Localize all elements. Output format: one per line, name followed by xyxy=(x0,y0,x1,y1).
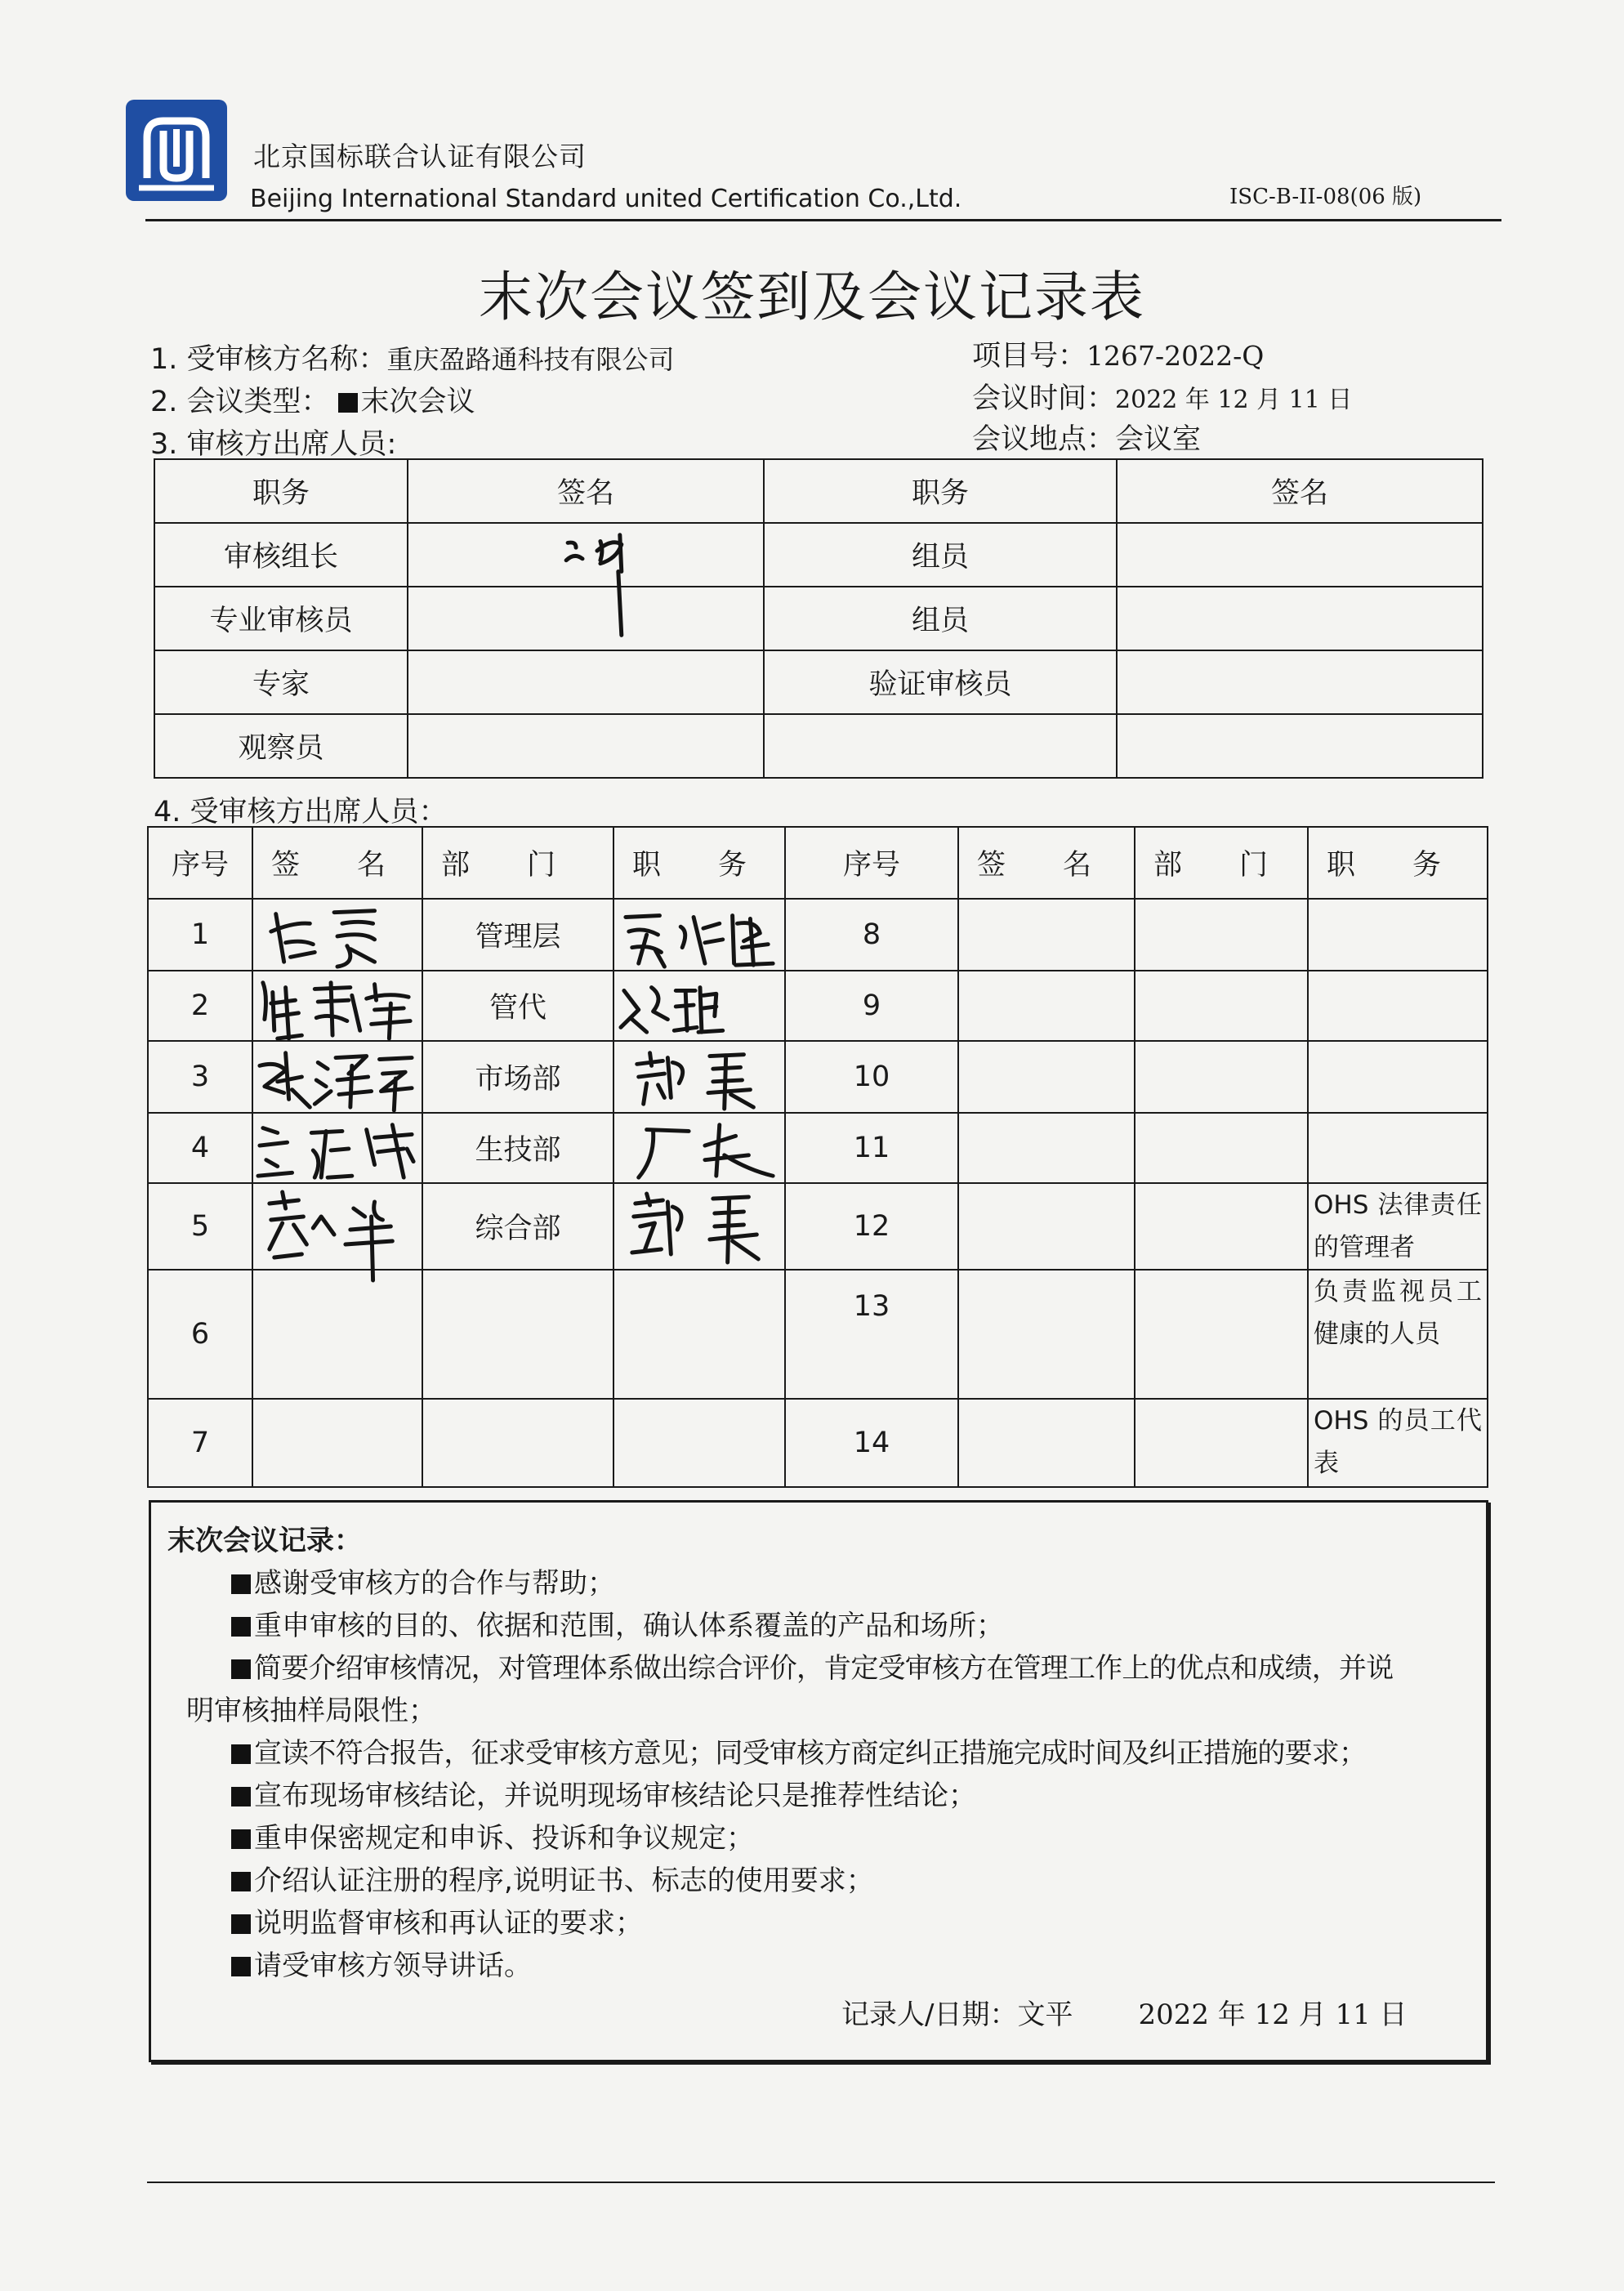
meeting-place: 会议室 xyxy=(1115,423,1202,456)
bullet-square-icon xyxy=(231,1872,251,1891)
role-cell: 组员 xyxy=(764,587,1117,650)
row-number: 5 xyxy=(148,1183,252,1270)
handwritten-duty xyxy=(614,1042,784,1112)
handwritten-signature xyxy=(408,524,763,586)
signature-cell xyxy=(1117,523,1483,587)
duty-cell: 负责监视员工健康的人员 xyxy=(1308,1270,1488,1399)
row-number: 1 xyxy=(148,899,252,971)
signature-cell xyxy=(252,1041,422,1113)
table-row xyxy=(154,714,1483,778)
signature-cell xyxy=(252,1113,422,1183)
bullet-square-icon xyxy=(231,1957,251,1976)
bullet-square-icon xyxy=(231,1659,251,1679)
bullet-square-icon xyxy=(231,1914,251,1934)
signature-cell xyxy=(958,1183,1135,1270)
signature-cell xyxy=(1117,650,1483,714)
signature-cell xyxy=(958,1041,1135,1113)
duty-cell: OHS 的员工代表 xyxy=(1308,1399,1488,1487)
auditee-attendance-table xyxy=(147,826,1488,1488)
role-cell xyxy=(764,714,1117,778)
duty-cell xyxy=(1308,899,1488,971)
meeting-time: 2022 年 12 月 11 日 xyxy=(1115,386,1353,414)
table-row xyxy=(148,899,1488,971)
row-number: 11 xyxy=(785,1113,958,1183)
auditee-name: 重庆盈路通科技有限公司 xyxy=(386,344,675,375)
record-item-text: 宣读不符合报告，征求受审核方意见；同受审核方商定纠正措施完成时间及纠正措施的要求； xyxy=(254,1737,1367,1770)
header-role: 职务 xyxy=(154,459,408,523)
header-no: 序号 xyxy=(148,827,252,899)
record-item-text: 重申审核的目的、依据和范围，确认体系覆盖的产品和场所； xyxy=(254,1610,1004,1642)
department-cell xyxy=(1135,899,1308,971)
checked-box-icon xyxy=(338,393,358,413)
header-no: 序号 xyxy=(785,827,958,899)
row-number: 9 xyxy=(785,971,958,1041)
duty-cell xyxy=(613,1270,785,1399)
signature-cell xyxy=(958,1270,1135,1399)
signature-cell xyxy=(408,714,764,778)
company-name-cn: 北京国标联合认证有限公司 xyxy=(253,141,587,172)
duty-cell xyxy=(613,971,785,1041)
record-item xyxy=(231,1561,615,1601)
handwritten-signature xyxy=(253,971,422,1040)
department-cell: 综合部 xyxy=(422,1183,613,1270)
table-row xyxy=(148,1399,1488,1487)
recorder-label: 记录人/日期： xyxy=(841,1998,1018,2031)
table-row xyxy=(148,1270,1488,1399)
signature-cell xyxy=(252,899,422,971)
table-row xyxy=(148,1041,1488,1113)
department-cell: 市场部 xyxy=(422,1041,613,1113)
department-cell: 生技部 xyxy=(422,1113,613,1183)
role-cell: 专家 xyxy=(154,650,408,714)
recorder-name: 文平 xyxy=(1017,1998,1073,2031)
signature-cell xyxy=(408,523,764,587)
project-line xyxy=(972,333,1264,374)
role-cell: 验证审核员 xyxy=(764,650,1117,714)
auditee-name-line xyxy=(150,337,675,377)
row-number: 6 xyxy=(148,1270,252,1399)
meeting-place-label: 会议地点： xyxy=(972,423,1116,456)
record-item xyxy=(231,1646,1393,1686)
record-item-text: 说明监督审核和再认证的要求； xyxy=(254,1907,643,1940)
signature-cell xyxy=(1117,714,1483,778)
recorder-date: 2022 年 12 月 11 日 xyxy=(1138,1998,1408,2031)
role-cell: 审核组长 xyxy=(154,523,408,587)
record-item xyxy=(231,1943,532,1983)
meeting-type-label: 2. 会议类型： xyxy=(150,386,330,418)
handwritten-duty xyxy=(614,1114,784,1182)
handwritten-signature xyxy=(253,1184,422,1269)
duty-cell xyxy=(613,1399,785,1487)
record-item-text: 请受审核方领导讲话。 xyxy=(254,1949,532,1982)
duty-cell xyxy=(613,1041,785,1113)
table-row xyxy=(154,650,1483,714)
signature-cell xyxy=(408,650,764,714)
meeting-time-label: 会议时间： xyxy=(972,382,1116,415)
role-cell: 专业审核员 xyxy=(154,587,408,650)
company-name-en: Beijing International Standard united Certification Co.,Ltd. xyxy=(250,185,962,213)
meeting-place-line xyxy=(972,417,1201,458)
record-item-text: 重申保密规定和申诉、投诉和争议规定； xyxy=(254,1822,754,1855)
header-signature: 签 名 xyxy=(252,827,422,899)
record-item-text: 感谢受审核方的合作与帮助； xyxy=(254,1567,615,1600)
header-department: 部 门 xyxy=(1135,827,1308,899)
signature-cell xyxy=(252,1270,422,1399)
duty-cell xyxy=(1308,971,1488,1041)
meeting-type: 末次会议 xyxy=(360,386,475,418)
duty-cell: OHS 法律责任的管理者 xyxy=(1308,1183,1488,1270)
handwritten-duty xyxy=(614,900,784,970)
duty-cell xyxy=(613,899,785,971)
handwritten-signature xyxy=(253,900,422,970)
role-cell: 观察员 xyxy=(154,714,408,778)
bullet-square-icon xyxy=(231,1829,251,1849)
row-number: 14 xyxy=(785,1399,958,1487)
department-cell xyxy=(422,1399,613,1487)
table-row xyxy=(148,1113,1488,1183)
row-number: 3 xyxy=(148,1041,252,1113)
department-cell xyxy=(1135,1041,1308,1113)
record-item-text: 宣布现场审核结论，并说明现场审核结论只是推荐性结论； xyxy=(254,1780,976,1812)
footer-rule xyxy=(147,2182,1495,2183)
bullet-square-icon xyxy=(231,1574,251,1594)
project-number: 1267-2022-Q xyxy=(1086,340,1265,372)
audit-team-label: 3. 审核方出席人员: xyxy=(150,428,397,461)
signature-cell xyxy=(958,1113,1135,1183)
record-item-continuation: 明审核抽样局限性； xyxy=(186,1695,436,1727)
signature-cell xyxy=(408,587,764,650)
record-item xyxy=(231,1815,754,1856)
row-number: 2 xyxy=(148,971,252,1041)
department-cell xyxy=(1135,971,1308,1041)
meeting-time-line xyxy=(972,376,1352,417)
department-cell xyxy=(1135,1399,1308,1487)
signature-cell xyxy=(958,1399,1135,1487)
department-cell xyxy=(1135,1113,1308,1183)
row-number: 12 xyxy=(785,1183,958,1270)
department-cell: 管理层 xyxy=(422,899,613,971)
bullet-square-icon xyxy=(231,1787,251,1806)
handwritten-signature xyxy=(253,1042,422,1112)
role-cell: 组员 xyxy=(764,523,1117,587)
table-row xyxy=(148,971,1488,1041)
company-logo xyxy=(123,96,230,204)
header-signature: 签 名 xyxy=(958,827,1135,899)
bullet-square-icon xyxy=(231,1744,251,1764)
signature-cell xyxy=(1117,587,1483,650)
record-item xyxy=(231,1603,1004,1643)
table-row xyxy=(148,1183,1488,1270)
record-item-text: 简要介绍审核情况，对管理体系做出综合评价，肯定受审核方在管理工作上的优点和成绩，并说 xyxy=(254,1652,1394,1685)
department-cell xyxy=(1135,1183,1308,1270)
record-item xyxy=(231,1731,1366,1771)
recorder-line xyxy=(841,1992,1408,2032)
duty-cell xyxy=(1308,1113,1488,1183)
auditee-attendance-label: 4. 受审核方出席人员： xyxy=(154,796,448,828)
record-item xyxy=(231,1773,976,1813)
duty-cell xyxy=(1308,1041,1488,1113)
form-title: 末次会议签到及会议记录表 xyxy=(479,266,1145,328)
table-header-row xyxy=(148,827,1488,899)
signature-cell xyxy=(252,1183,422,1270)
header-rule xyxy=(145,219,1501,221)
project-label: 项目号： xyxy=(972,340,1087,373)
header-signature: 签名 xyxy=(1117,459,1483,523)
table-row xyxy=(154,523,1483,587)
header-duty: 职 务 xyxy=(1308,827,1488,899)
table-header-row xyxy=(154,459,1483,523)
auditee-label: 1. 受审核方名称： xyxy=(150,343,387,376)
duty-cell xyxy=(613,1113,785,1183)
header-signature: 签名 xyxy=(408,459,764,523)
meeting-type-line xyxy=(150,379,475,420)
row-number: 8 xyxy=(785,899,958,971)
bullet-square-icon xyxy=(231,1617,251,1637)
table-row xyxy=(154,587,1483,650)
audit-team-table xyxy=(154,458,1483,779)
signature-cell xyxy=(252,971,422,1041)
record-item-text: 介绍认证注册的程序,说明证书、标志的使用要求； xyxy=(254,1865,874,1897)
handwritten-duty xyxy=(614,971,784,1040)
row-number: 7 xyxy=(148,1399,252,1487)
header-department: 部 门 xyxy=(422,827,613,899)
handwritten-duty xyxy=(614,1184,784,1269)
header-duty: 职 务 xyxy=(613,827,785,899)
department-cell: 管代 xyxy=(422,971,613,1041)
row-number: 4 xyxy=(148,1113,252,1183)
department-cell xyxy=(422,1270,613,1399)
duty-cell xyxy=(613,1183,785,1270)
record-item xyxy=(231,1858,874,1898)
signature-cell xyxy=(958,971,1135,1041)
meeting-record-title: 末次会议记录： xyxy=(167,1525,362,1557)
record-item xyxy=(231,1900,643,1940)
document-code: ISC-B-II-08(06 版) xyxy=(1229,185,1422,209)
handwritten-signature xyxy=(253,1114,422,1182)
header-role: 职务 xyxy=(764,459,1117,523)
row-number: 13 xyxy=(785,1270,958,1399)
row-number: 10 xyxy=(785,1041,958,1113)
signature-cell xyxy=(252,1399,422,1487)
department-cell xyxy=(1135,1270,1308,1399)
signature-cell xyxy=(958,899,1135,971)
